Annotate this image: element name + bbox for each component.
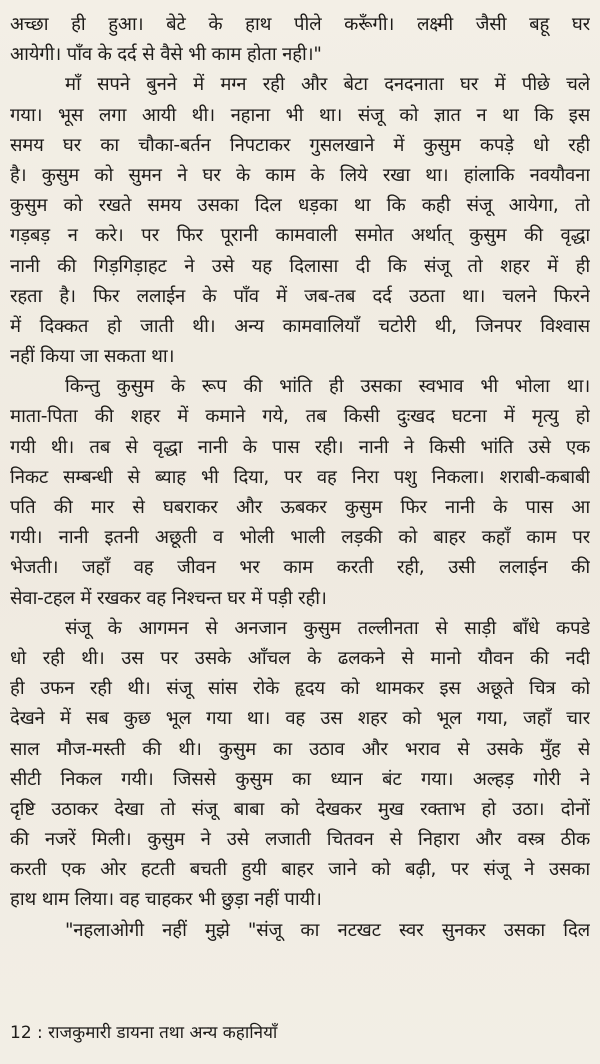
text-line: कुसुम को रखते समय उसका दिल धड़का था कि कही संजू आयेगा, तो [10,195,590,217]
paragraph-start-line: किन्तु कुसुम के रूप की भांति ही उसका स्वभाव भी भोला था। [65,376,590,398]
text-line: सीटी निकल गयी। जिससे कुसुम का ध्यान बंट गया। अल्हड़ गोरी ने [10,768,590,790]
text-line: दृष्टि उठाकर देखा तो संजू बाबा को देखकर मुख रक्ताभ हो उठा। दोनों [10,798,590,820]
text-line: निकट सम्बन्धी से ब्याह भी दिया, पर वह निरा पशु निकला। शराबी-कबाबी [10,466,590,488]
text-line: अच्छा ही हुआ। बेटे के हाथ पीले करूँगी। लक्ष्मी जैसी बहू घर [10,14,590,35]
page-footer: 12 : राजकुमारी डायना तथा अन्य कहानियाँ [10,1023,278,1043]
paragraph-start-line: माँ सपने बुनने में मग्न रही और बेटा दनदनाता घर में पीछे चले [65,74,590,96]
paragraph-start-line: "नहलाओगी नहीं मुझे "संजू का नटखट स्वर सुनकर उसका दिल [65,919,590,941]
text-line: देखने में सब कुछ भूल गया था। वह उस शहर को भूल गया, जहाँ चार [10,708,590,730]
text-line: पति की मार से घबराकर और ऊबकर कुसुम फिर नानी के पास आ [10,497,590,518]
text-line: गड़बड़ न करे। पर फिर पूरानी कामवाली समोत अर्थात् कुसुम की वृद्धा [10,225,590,247]
text-line: समय घर का चौका-बर्तन निपटाकर गुसलखाने में कुसुम कपड़े धो रही [10,134,590,156]
text-line: आयेगी। पाँव के दर्द से वैसे भी काम होता नही।" [10,44,322,66]
text-line: गयी थी। तब से वृद्धा नानी के पास रही। नानी ने किसी भांति उसे एक [10,436,590,458]
text-line: की नजरें मिली। कुसुम ने उसे लजाती चितवन से निहारा और वस्त्र ठीक [10,829,590,851]
text-line: नहीं किया जा सकता था। [10,346,175,368]
text-line: नानी की गिड़गिड़ाहट ने उसे यह दिलासा दी कि संजू तो शहर में ही [10,255,590,277]
text-line: ही उफन रही थी। संजू सांस रोके हृदय को थामकर इस अछूते चित्र को [10,678,590,700]
text-line: गया। भूस लगा आयी थी। नहाना भी था। संजू को ज्ञात न था कि इस [10,104,590,126]
text-line: साल मौज-मस्ती की थी। कुसुम का उठाव और भराव से उसके मुँह से [10,738,590,760]
text-line: माता-पिता की शहर में कमाने गये, तब किसी दुःखद घटना में मृत्यु हो [10,406,590,428]
text-line: भेजती। जहाँ वह जीवन भर काम करती रही, उसी ललाईन की [10,557,590,579]
text-line: है। कुसुम को सुमन ने घर के काम के लिये रखा था। हांलाकि नवयौवना [10,164,590,186]
text-line: हाथ थाम लिया। वह चाहकर भी छुड़ा नहीं पायी। [10,889,322,911]
paragraph-start-line: संजू के आगमन से अनजान कुसुम तल्लीनता से साड़ी बाँधे कपडे [65,617,590,639]
text-line: करती एक ओर हटती बचती हुयी बाहर जाने को बढ़ी, पर संजू ने उसका [10,859,590,881]
body-text [10,10,590,946]
text-line: गयी। नानी इतनी अछूती व भोली भाली लड़की को बाहर कहाँ काम पर [10,527,590,549]
text-line: सेवा-टहल में रखकर वह निश्चन्त घर में पड़ी रही। [10,587,327,609]
text-line: धो रही थी। उस पर उसके आँचल के ढलकने से मानो यौवन की नदी [10,647,590,669]
text-line: में दिक्कत हो जाती थी। अन्य कामवालियाँ चटोरी थी, जिनपर विश्वास [10,315,590,337]
text-line: रहता है। फिर ललाईन के पाँव में जब-तब दर्द उठता था। चलने फिरने [10,285,590,307]
